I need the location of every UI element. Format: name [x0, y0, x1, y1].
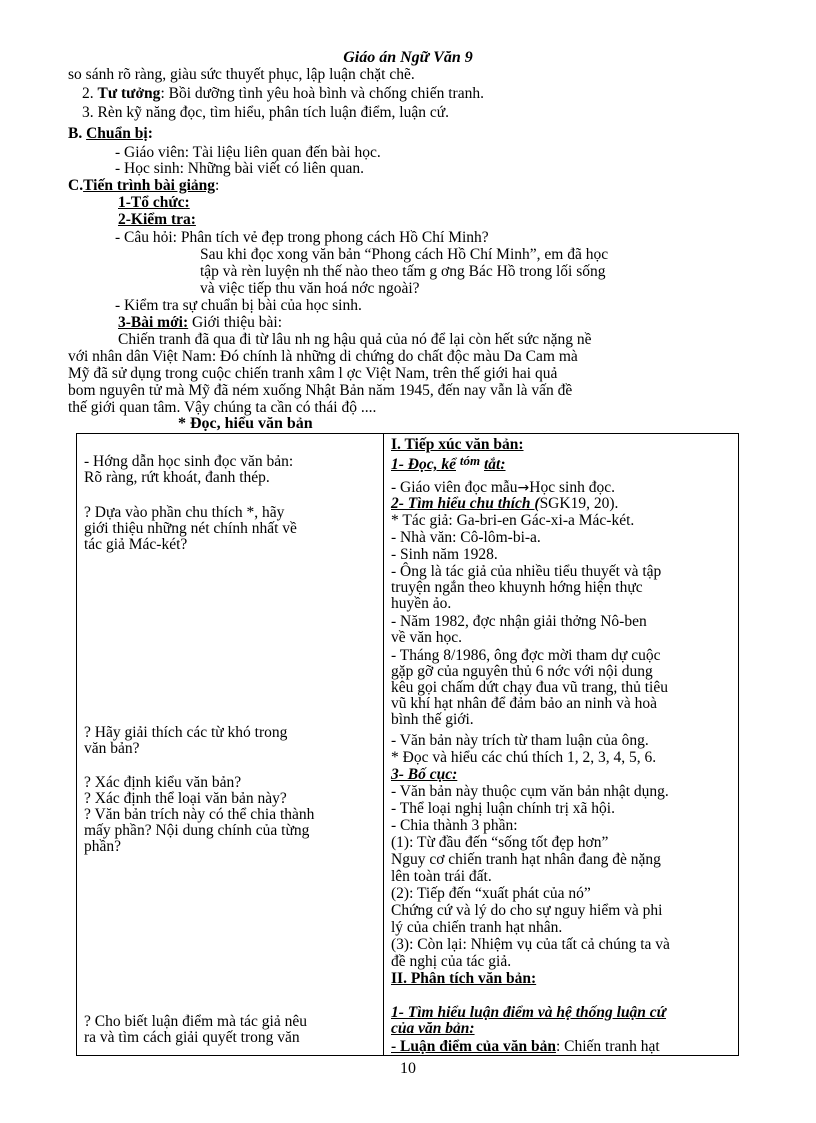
item-number: 2.	[82, 85, 94, 102]
text-line: 3. Rèn kỹ năng đọc, tìm hiểu, phân tích luận điểm, luận cứ.	[82, 104, 449, 121]
right-cell-line: - Tháng 8/1986, ông đợc mời tham dự cuộc	[391, 647, 661, 664]
right-cell-line: (3): Còn lại: Nhiệm vụ của tất cả chúng ta và	[391, 936, 670, 953]
right-heading	[391, 453, 506, 473]
right-cell-line	[391, 1039, 660, 1055]
left-cell-line: giới thiệu những nét chính nhất về	[84, 520, 297, 537]
page-number: 10	[400, 1060, 416, 1077]
colon: :	[215, 177, 220, 194]
paragraph-line: với nhân dân Việt Nam: Đó chính là những di chứng do chất độc màu Da Cam mà	[68, 348, 578, 365]
colon: :	[147, 125, 153, 142]
subsection-title: 3-Bài mới:	[118, 314, 189, 331]
right-cell-line: - Văn bản này trích từ tham luận của ông.	[391, 732, 649, 749]
section-letter: C.	[68, 177, 84, 194]
text-line: - Học sinh: Những bài viết có liên quan.	[115, 160, 365, 177]
left-cell-line: ? Hãy giải thích các từ khó trong	[84, 724, 288, 741]
right-cell-line: gặp gỡ của nguyên thủ 6 nớc với nội dung	[391, 663, 653, 680]
paragraph-line: thế giới quan tâm. Vậy chúng ta cần có thái độ ....	[68, 399, 377, 416]
paragraph-line: bom nguyên tử mà Mỹ đã ném xuống Nhật Bản năm 1945, đến nay vẫn là vấn đề	[68, 382, 573, 399]
right-heading: I. Tiếp xúc văn bản:	[391, 436, 524, 453]
right-cell-line: truyện ngắn theo khuynh hớng hiện thực	[391, 579, 643, 596]
text-line: - Giáo viên: Tài liệu liên quan đến bài học.	[115, 144, 381, 161]
left-cell-line: phần?	[84, 838, 122, 855]
left-cell-line: mấy phần? Nội dung chính của từng	[84, 822, 310, 839]
text-line: và việc tiếp thu văn hoá nớc ngoài?	[200, 280, 420, 297]
section-letter: B.	[68, 125, 83, 142]
subsection-title: 2-Kiểm tra:	[118, 211, 196, 228]
text-line	[82, 86, 484, 102]
right-cell-line: về văn học.	[391, 629, 463, 646]
text: - Giáo viên đọc mẫu	[391, 479, 518, 496]
right-cell-line: - Sinh năm 1928.	[391, 546, 498, 563]
section-c	[68, 178, 219, 194]
right-cell-line: lên toàn trái đất.	[391, 868, 492, 885]
section-title: Tiến trình bài giảng	[83, 177, 216, 194]
heading-part: tắt:	[483, 456, 506, 473]
left-cell-line: - Hớng dẫn học sinh đọc văn bản:	[84, 453, 294, 470]
text: : Chiến tranh hạt	[555, 1038, 660, 1055]
section-title: Chuẩn bị	[86, 125, 148, 142]
right-cell-line: - Ông là tác giả của nhiều tiểu thuyết và tập	[391, 563, 662, 580]
right-cell-line: huyền ảo.	[391, 595, 452, 612]
section-heading: * Đọc, hiểu văn bản	[178, 415, 313, 432]
right-cell-line: vũ khí hạt nhân để đảm bảo an ninh và hoà	[391, 695, 658, 712]
text-line: Sau khi đọc xong văn bản “Phong cách Hồ Chí Minh”, em đã học	[200, 246, 609, 263]
right-cell-line: - Thể loại nghị luận chính trị xã hội.	[391, 800, 615, 817]
text: Học sinh đọc.	[529, 479, 615, 496]
right-cell-line: - Nhà văn: Cô-lôm-bi-a.	[391, 529, 541, 546]
right-cell-line: - Chia thành 3 phần:	[391, 817, 518, 834]
right-cell-line: lý của chiến tranh hạt nhân.	[391, 919, 563, 936]
right-cell-line: kêu gọi chấm dứt chạy đua vũ trang, thủ tiêu	[391, 679, 668, 696]
right-cell-line: bình thế giới.	[391, 711, 474, 728]
left-cell-line: ra và tìm cách giải quyết trong văn	[84, 1029, 300, 1046]
heading-part: 2- Tìm hiểu chu thích (	[391, 495, 540, 512]
paragraph-line: Chiến tranh đã qua đi từ lâu nh ng hậu quả của nó để lại còn hết sức nặng nề	[118, 331, 592, 348]
left-cell-line: ? Văn bản trích này có thể chia thành	[84, 806, 315, 823]
text-line: tập và rèn luyện nh thế nào theo tấm g ơng Bác Hồ trong lối sống	[200, 263, 606, 280]
left-cell-line: ? Xác định thể loại văn bản này?	[84, 790, 287, 807]
right-heading: II. Phân tích văn bản:	[391, 970, 537, 987]
heading-part: - Luận điểm của văn bản	[391, 1038, 556, 1055]
right-heading: 3- Bố cục:	[391, 766, 458, 783]
left-cell-line: Rõ ràng, rứt khoát, đanh thép.	[84, 469, 270, 486]
left-cell-line: tác giả Mác-két?	[84, 536, 188, 553]
item-text: : Bồi dưỡng tình yêu hoà bình và chống chiến tranh.	[160, 85, 484, 102]
left-cell-line: ? Cho biết luận điểm mà tác giả nêu	[84, 1013, 307, 1030]
text-line: - Câu hỏi: Phân tích vẻ đẹp trong phong cách Hồ Chí Minh?	[115, 229, 489, 246]
right-cell-line: (1): Từ đầu đến “sống tốt đẹp hơn”	[391, 834, 609, 851]
text: SGK19, 20).	[539, 495, 619, 512]
right-cell-line: * Tác giả: Ga-bri-en Gác-xi-a Mác-két.	[391, 512, 635, 529]
right-cell-line: Chứng cứ và lý do cho sự nguy hiểm và phi	[391, 902, 663, 919]
item-heading: Tư tưởng	[97, 85, 161, 102]
right-heading	[391, 496, 618, 512]
text-line: so sánh rõ ràng, giàu sức thuyết phục, lập luận chặt chẽ.	[68, 66, 415, 83]
right-cell-line: - Năm 1982, đợc nhận giải thởng Nô-ben	[391, 613, 647, 630]
left-cell-line: văn bản?	[84, 740, 140, 757]
text-line: - Kiểm tra sự chuẩn bị bài của học sinh.	[115, 297, 362, 314]
right-cell-line: * Đọc và hiểu các chú thích 1, 2, 3, 4, 5, 6.	[391, 749, 657, 766]
table-divider	[383, 433, 384, 1056]
right-cell-line: Nguy cơ chiến tranh hạt nhân đang đè nặng	[391, 851, 661, 868]
right-cell-line: đề nghị của tác giả.	[391, 953, 512, 970]
heading-part: tóm	[459, 453, 481, 468]
paragraph-line: Mỹ đã sử dụng trong cuộc chiến tranh xâm l ợc Việt Nam, trên thế giới hai quả	[68, 365, 558, 382]
heading-part: 1- Đọc, kể	[391, 456, 456, 473]
left-cell-line: ? Xác định kiểu văn bản?	[84, 774, 242, 791]
text: Giới thiệu bài:	[188, 314, 283, 331]
arrow-right-icon: →	[517, 480, 530, 496]
right-cell-line: - Văn bản này thuộc cụm văn bản nhật dụng.	[391, 783, 669, 800]
right-cell-line	[391, 480, 615, 496]
subsection-title: 1-Tổ chức:	[118, 194, 190, 211]
section-b	[68, 126, 153, 142]
right-cell-line: (2): Tiếp đến “xuất phát của nó”	[391, 885, 591, 902]
page-header: Giáo án Ngữ Văn 9	[343, 49, 473, 66]
left-cell-line: ? Dựa vào phần chu thích *, hãy	[84, 504, 285, 521]
right-heading: của văn bản:	[391, 1020, 475, 1037]
right-heading: 1- Tìm hiểu luận điểm và hệ thống luận cứ	[391, 1004, 666, 1021]
text-line	[118, 315, 282, 331]
